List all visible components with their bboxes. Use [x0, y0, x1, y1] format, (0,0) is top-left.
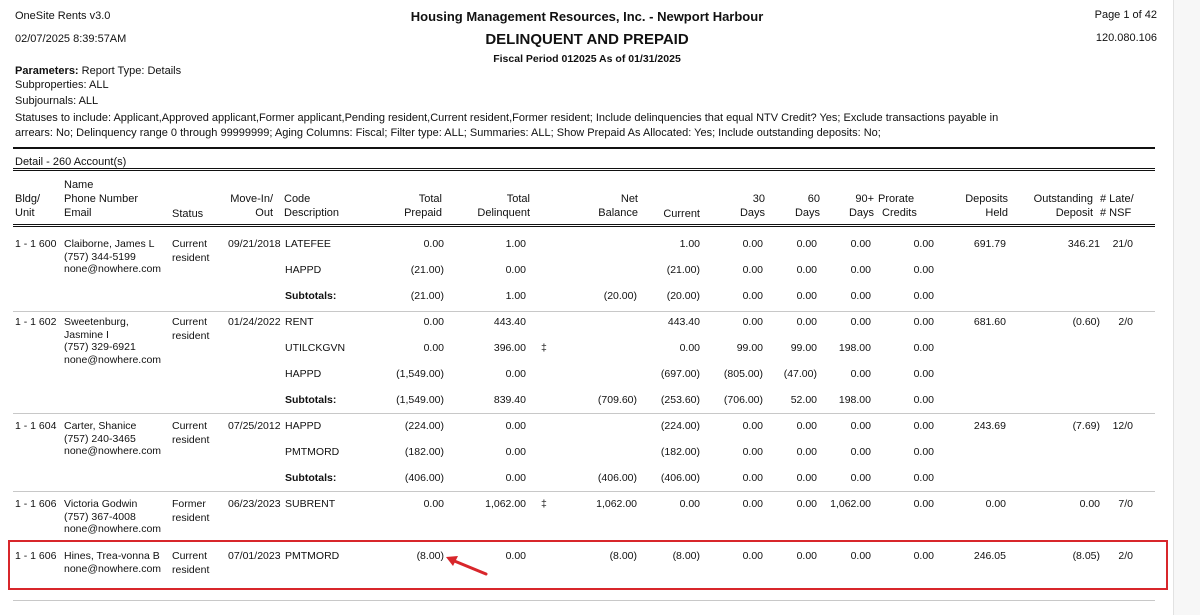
- d90-cell: 0.00: [850, 316, 871, 328]
- col-header-current: Current: [663, 208, 700, 220]
- d60-cell: 99.00: [790, 342, 817, 354]
- prorate-cell: 0.00: [913, 238, 934, 250]
- code-cell: LATEFEE: [285, 238, 331, 250]
- move-in-cell: 07/25/2012: [228, 420, 281, 432]
- resident-name-cell: (757) 344-5199: [64, 250, 136, 263]
- prepaid-cell: (182.00): [404, 446, 444, 458]
- d30-cell: (805.00): [723, 368, 763, 380]
- d30-cell: 0.00: [742, 238, 763, 250]
- unit-cell: 1 - 1 606: [15, 550, 57, 562]
- subtotals-label: Subtotals:: [285, 290, 337, 302]
- current-cell: (406.00): [660, 472, 700, 484]
- prorate-cell: 0.00: [913, 550, 934, 562]
- d60-cell: 0.00: [796, 420, 817, 432]
- delinquent-cell: 443.40: [493, 316, 526, 328]
- parameters-block: [15, 64, 181, 108]
- prorate-cell: 0.00: [913, 316, 934, 328]
- col-header-status: Status: [172, 208, 204, 220]
- subtotals-label: Subtotals:: [285, 472, 337, 484]
- delinquent-cell: 1,062.00: [485, 498, 526, 510]
- prepaid-cell: (406.00): [404, 472, 444, 484]
- resident-name-cell: (757) 240-3465: [64, 432, 136, 445]
- move-in-cell: 07/01/2023: [228, 550, 281, 562]
- code-cell: SUBRENT: [285, 498, 336, 510]
- col-header-outstanding: Outstanding Deposit: [1033, 193, 1093, 219]
- prorate-cell: 0.00: [913, 472, 934, 484]
- prorate-cell: 0.00: [913, 394, 934, 406]
- outstanding-deposit-cell: 346.21: [1067, 238, 1100, 250]
- d90-cell: 198.00: [838, 342, 871, 354]
- resident-name-cell: Victoria Godwin: [64, 498, 138, 510]
- col-header-30-days: 30 Days: [739, 193, 765, 219]
- resident-name-cell: none@nowhere.com: [64, 263, 162, 275]
- delinquent-cell: 0.00: [505, 446, 526, 458]
- status-cell: Former: [172, 498, 206, 510]
- divider: [13, 170, 1155, 171]
- late-nsf-cell: 7/0: [1118, 498, 1133, 510]
- d30-cell: 0.00: [742, 446, 763, 458]
- status-cell: Current: [172, 238, 208, 250]
- prepaid-cell: 0.00: [423, 316, 444, 328]
- prorate-cell: 0.00: [913, 290, 934, 302]
- delinquent-cell: 1.00: [505, 290, 526, 302]
- move-in-cell: 09/21/2018: [228, 238, 281, 250]
- current-cell: (21.00): [666, 264, 700, 276]
- status-cell: Current: [172, 550, 208, 562]
- d30-cell: 0.00: [742, 316, 763, 328]
- resident-name-cell: none@nowhere.com: [64, 523, 162, 535]
- page-indicator: Page 1 of 42: [1094, 9, 1157, 21]
- d60-cell: 0.00: [796, 238, 817, 250]
- resident-name-cell: none@nowhere.com: [64, 562, 162, 575]
- statuses-line-1: Statuses to include: Applicant,Approved applicant,Former applicant,Pending resident,Current resident,Former resident; Include delinquencies that equal NTV Credit? Yes; Exclude transactions payable in: [15, 112, 999, 124]
- d60-cell: 52.00: [790, 394, 817, 406]
- d30-cell: (706.00): [723, 394, 763, 406]
- d60-cell: 0.00: [796, 316, 817, 328]
- late-nsf-cell: 12/0: [1112, 420, 1133, 432]
- prepaid-cell: (8.00): [416, 550, 444, 562]
- col-header-net: Net Balance: [598, 193, 638, 219]
- col-header-move: Move-In/ Out: [230, 193, 273, 219]
- status-cell: resident: [172, 252, 210, 264]
- outstanding-deposit-cell: (8.05): [1072, 550, 1100, 562]
- col-header-code: Code Description: [284, 193, 340, 219]
- deposits-held-cell: 681.60: [973, 316, 1006, 328]
- late-nsf-cell: 2/0: [1118, 316, 1133, 328]
- row-separator: [13, 311, 1155, 312]
- code-cell: HAPPD: [285, 368, 322, 380]
- net-cell: 1,062.00: [596, 498, 637, 510]
- prorate-cell: 0.00: [913, 368, 934, 380]
- current-cell: 0.00: [679, 342, 700, 354]
- delinquent-cell: 0.00: [505, 420, 526, 432]
- app-version: OneSite Rents v3.0: [15, 10, 111, 22]
- code-cell: RENT: [285, 316, 314, 328]
- late-nsf-cell: 21/0: [1112, 238, 1133, 250]
- col-header-prepaid: Total Prepaid: [404, 193, 442, 219]
- unit-cell: 1 - 1 604: [15, 420, 57, 432]
- resident-name-cell: (757) 329-6921: [64, 341, 136, 353]
- col-header-delinquent: Total Delinquent: [477, 193, 530, 219]
- d60-cell: 0.00: [796, 472, 817, 484]
- outstanding-deposit-cell: 0.00: [1079, 498, 1100, 510]
- resident-name-cell: none@nowhere.com: [64, 445, 162, 457]
- resident-name-cell: Sweetenburg,: [64, 316, 129, 328]
- prepaid-cell: (224.00): [404, 420, 444, 432]
- report-title: DELINQUENT AND PREPAID: [485, 31, 689, 48]
- subproperties: Subproperties: ALL: [15, 79, 109, 91]
- delinquent-cell: 396.00: [493, 342, 526, 354]
- col-header-deposits: Deposits Held: [965, 193, 1008, 219]
- double-dagger-mark: ‡: [541, 342, 547, 354]
- net-cell: (8.00): [609, 550, 637, 562]
- statuses-block: [15, 111, 998, 141]
- highlight-box: [8, 540, 1168, 590]
- status-cell: Current: [172, 316, 208, 328]
- report-type: Report Type: Details: [81, 65, 182, 77]
- resident-name-cell: (757) 367-4008: [64, 510, 136, 523]
- d60-cell: 0.00: [796, 290, 817, 302]
- status-cell: resident: [172, 512, 210, 524]
- prepaid-cell: (1,549.00): [396, 368, 444, 380]
- code-cell: HAPPD: [285, 420, 322, 432]
- code-cell: PMTMORD: [285, 446, 340, 458]
- col-header-late-nsf: # Late/ # NSF: [1100, 193, 1134, 219]
- resident-name-cell: Carter, Shanice: [64, 420, 137, 432]
- delinquent-cell: 1.00: [505, 238, 526, 250]
- parameters-label: Parameters:: [15, 65, 79, 77]
- delinquent-cell: 0.00: [505, 550, 526, 562]
- status-cell: resident: [172, 434, 210, 446]
- col-header-name: Name Phone Number Email: [64, 179, 138, 219]
- move-in-cell: 01/24/2022: [228, 316, 281, 328]
- d30-cell: 0.00: [742, 264, 763, 276]
- d90-cell: 198.00: [838, 394, 871, 406]
- d30-cell: 0.00: [742, 472, 763, 484]
- move-in-cell: 06/23/2023: [228, 498, 281, 510]
- resident-name-cell: Hines, Trea-vonna B: [64, 550, 160, 562]
- row-separator: [13, 413, 1155, 414]
- d90-cell: 0.00: [850, 420, 871, 432]
- net-cell: (20.00): [603, 290, 637, 302]
- subtotals-label: Subtotals:: [285, 394, 337, 406]
- d90-cell: 0.00: [850, 238, 871, 250]
- d90-cell: 0.00: [850, 368, 871, 380]
- scrollbar-track[interactable]: [1173, 0, 1200, 615]
- d90-cell: 0.00: [850, 290, 871, 302]
- d90-cell: 0.00: [850, 550, 871, 562]
- status-cell: resident: [172, 330, 210, 342]
- code-cell: UTILCKGVN: [285, 342, 346, 354]
- col-header-90-days: 90+ Days: [848, 193, 874, 219]
- d30-cell: 99.00: [736, 342, 763, 354]
- fiscal-period: Fiscal Period 012025 As of 01/31/2025: [493, 53, 681, 65]
- code-cell: HAPPD: [285, 264, 322, 276]
- prepaid-cell: 0.00: [423, 342, 444, 354]
- net-cell: (709.60): [597, 394, 637, 406]
- d90-cell: 0.00: [850, 472, 871, 484]
- outstanding-deposit-cell: (0.60): [1072, 316, 1100, 328]
- resident-name-cell: Claiborne, James L: [64, 238, 155, 250]
- d60-cell: 0.00: [796, 264, 817, 276]
- d60-cell: 0.00: [796, 550, 817, 562]
- deposits-held-cell: 0.00: [985, 498, 1006, 510]
- prorate-cell: 0.00: [913, 446, 934, 458]
- resident-name-cell: Jasmine I: [64, 328, 109, 341]
- resident-name-cell: none@nowhere.com: [64, 353, 162, 366]
- current-cell: (253.60): [660, 394, 700, 406]
- status-cell: resident: [172, 564, 210, 576]
- d90-cell: 1,062.00: [830, 498, 871, 510]
- report-datetime: 02/07/2025 8:39:57AM: [15, 33, 127, 45]
- current-cell: 1.00: [679, 238, 700, 250]
- prepaid-cell: 0.00: [423, 498, 444, 510]
- prepaid-cell: (21.00): [410, 264, 444, 276]
- prepaid-cell: (21.00): [410, 290, 444, 302]
- delinquent-cell: 0.00: [505, 472, 526, 484]
- d30-cell: 0.00: [742, 290, 763, 302]
- company-name: Housing Management Resources, Inc. - Newport Harbour: [410, 9, 764, 24]
- d30-cell: 0.00: [742, 550, 763, 562]
- divider: [13, 226, 1155, 227]
- statuses-line-2: arrears: No; Delinquency range 0 through 99999999; Aging Columns: Fiscal; Filter type: ALL; Summaries: ALL; Show Prepaid As Allocated: Yes; Include outstanding deposits: No;: [15, 127, 881, 139]
- deposits-held-cell: 691.79: [973, 238, 1006, 250]
- unit-cell: 1 - 1 606: [15, 498, 57, 510]
- d90-cell: 0.00: [850, 264, 871, 276]
- report-code: 120.080.106: [1095, 32, 1157, 44]
- col-header-prorate: Prorate Credits: [878, 193, 917, 219]
- row-separator: [13, 491, 1155, 492]
- d60-cell: 0.00: [796, 446, 817, 458]
- red-arrow-icon: [440, 552, 490, 578]
- delinquent-cell: 0.00: [505, 264, 526, 276]
- deposits-held-cell: 246.05: [973, 550, 1006, 562]
- divider: [13, 224, 1155, 225]
- current-cell: (182.00): [660, 446, 700, 458]
- prorate-cell: 0.00: [913, 498, 934, 510]
- prepaid-cell: 0.00: [423, 238, 444, 250]
- status-cell: Current: [172, 420, 208, 432]
- col-header-bldg-unit: Bldg/ Unit: [15, 193, 41, 219]
- current-cell: 0.00: [679, 498, 700, 510]
- unit-cell: 1 - 1 602: [15, 316, 57, 328]
- code-cell: PMTMORD: [285, 550, 340, 562]
- unit-cell: 1 - 1 600: [15, 238, 57, 250]
- d60-cell: 0.00: [796, 498, 817, 510]
- deposits-held-cell: 243.69: [973, 420, 1006, 432]
- col-header-60-days: 60 Days: [794, 193, 820, 219]
- prepaid-cell: (1,549.00): [396, 394, 444, 406]
- d30-cell: 0.00: [742, 420, 763, 432]
- current-cell: (697.00): [660, 368, 700, 380]
- net-cell: (406.00): [597, 472, 637, 484]
- prorate-cell: 0.00: [913, 264, 934, 276]
- d90-cell: 0.00: [850, 446, 871, 458]
- late-nsf-cell: 2/0: [1118, 550, 1133, 562]
- divider: [13, 168, 1155, 169]
- current-cell: 443.40: [667, 316, 700, 328]
- prorate-cell: 0.00: [913, 420, 934, 432]
- double-dagger-mark: ‡: [541, 498, 547, 510]
- current-cell: (20.00): [666, 290, 700, 302]
- detail-count: Detail - 260 Account(s): [15, 156, 127, 168]
- delinquent-cell: 839.40: [493, 394, 526, 406]
- d30-cell: 0.00: [742, 498, 763, 510]
- delinquent-cell: 0.00: [505, 368, 526, 380]
- current-cell: (224.00): [660, 420, 700, 432]
- row-separator: [13, 600, 1155, 601]
- current-cell: (8.00): [672, 550, 700, 562]
- d60-cell: (47.00): [783, 368, 817, 380]
- prorate-cell: 0.00: [913, 342, 934, 354]
- divider: [13, 147, 1155, 149]
- outstanding-deposit-cell: (7.69): [1072, 420, 1100, 432]
- subjournals: Subjournals: ALL: [15, 95, 99, 107]
